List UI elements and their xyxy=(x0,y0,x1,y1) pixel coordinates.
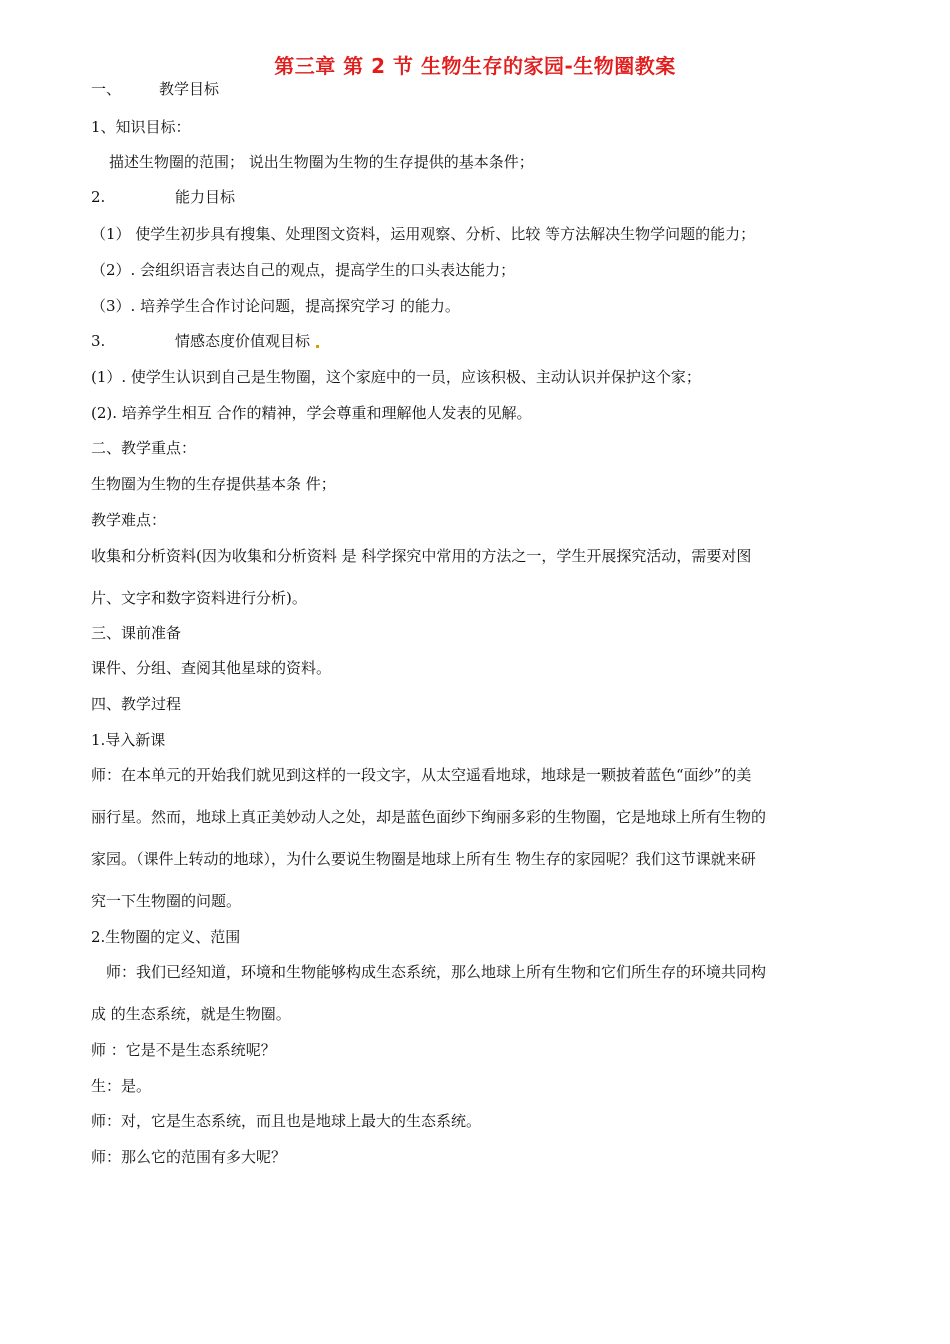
definition-heading: 2.生物圈的定义、范围 xyxy=(91,928,241,946)
key-points-heading: 二、教学重点： xyxy=(91,439,197,457)
definition-paragraph-line-2: 成 的生态系统，就是生物圈。 xyxy=(91,1005,291,1023)
edit-mark xyxy=(316,345,319,348)
key-points-text: 生物圈为生物的生存提供基本条 件； xyxy=(91,475,336,493)
difficulty-text-line-1: 收集和分析资料(因为收集和分析资料 是 科学探究中常用的方法之一，学生开展探究活动，需要对图 xyxy=(91,547,752,565)
attitude-goal-1: (1）. 使学生认识到自己是生物圈，这个家庭中的一员，应该积极、主动认识并保护这个家； xyxy=(91,368,701,386)
ability-goal-2: （2）. 会组织语言表达自己的观点，提高学生的口头表达能力； xyxy=(91,261,516,279)
section-number: 一、 xyxy=(91,80,122,98)
intro-heading: 1.导入新课 xyxy=(91,731,166,749)
dialogue-line-1: 师 ：它是不是生态系统呢？ xyxy=(91,1041,276,1059)
difficulty-heading: 教学难点： xyxy=(91,511,167,529)
document-title: 第三章 第 2 节 生物生存的家园-生物圈教案 xyxy=(274,54,676,78)
ability-goal-3: （3）. 培养学生合作讨论问题，提高探究学习 的能力。 xyxy=(91,297,460,315)
intro-paragraph-line-3: 家园。（课件上转动的地球），为什么要说生物圈是地球上所有生 物生存的家园呢？我们这节课就来研 xyxy=(91,850,756,868)
difficulty-text-line-2: 片、文字和数字资料进行分析)。 xyxy=(91,589,307,607)
attitude-goal-heading xyxy=(91,331,319,351)
ability-goal-heading xyxy=(91,187,235,207)
item-title: 能力目标 xyxy=(175,188,236,206)
intro-paragraph-line-2: 丽行星。然而，地球上真正美妙动人之处，却是蓝色面纱下绚丽多彩的生物圈，它是地球上所有生物的 xyxy=(91,808,767,826)
section-title: 教学目标 xyxy=(159,80,220,98)
intro-paragraph-line-1: 师：在本单元的开始我们就见到这样的一段文字，从太空遥看地球，地球是一颗披着蓝色“面纱”的美 xyxy=(91,766,752,784)
item-number: 2. xyxy=(91,188,106,206)
ability-goal-1: （1） 使学生初步具有搜集、处理图文资料，运用观察、分析、比较 等方法解决生物学问题的能力； xyxy=(91,225,756,243)
intro-paragraph-line-4: 究一下生物圈的问题。 xyxy=(91,892,242,910)
attitude-goal-2: (2). 培养学生相互 合作的精神，学会尊重和理解他人发表的见解。 xyxy=(91,404,532,422)
definition-paragraph-line-1: 师：我们已经知道，环境和生物能够构成生态系统，那么地球上所有生物和它们所生存的环境共同构 xyxy=(106,963,767,981)
process-heading: 四、教学过程 xyxy=(91,695,182,713)
preparation-heading: 三、课前准备 xyxy=(91,624,182,642)
dialogue-line-2: 生：是。 xyxy=(91,1077,152,1095)
preparation-text: 课件、分组、查阅其他星球的资料。 xyxy=(91,659,332,677)
knowledge-goal-text: 描述生物圈的范围； 说出生物圈为生物的生存提供的基本条件； xyxy=(109,153,534,171)
item-number: 3. xyxy=(91,332,106,350)
knowledge-goal-heading: 1、知识目标： xyxy=(91,118,191,136)
section-1-heading xyxy=(91,79,219,99)
dialogue-line-3: 师：对，它是生态系统，而且也是地球上最大的生态系统。 xyxy=(91,1112,482,1130)
item-title: 情感态度价值观目标 xyxy=(175,332,311,350)
dialogue-line-4: 师：那么它的范围有多大呢？ xyxy=(91,1148,287,1166)
